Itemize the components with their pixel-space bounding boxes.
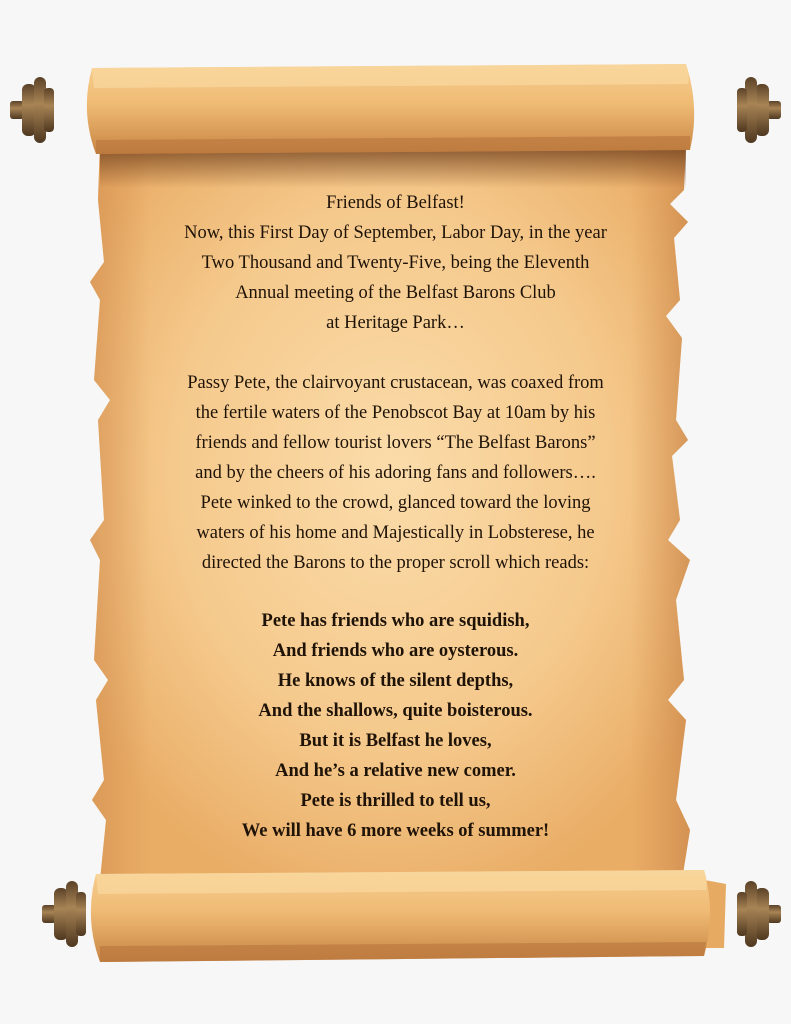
story-line: and by the cheers of his adoring fans and followers…. [195,463,596,483]
poem-line: And he’s a relative new comer. [275,761,516,781]
proclamation-poem [118,606,673,846]
story-line: waters of his home and Majestically in Lobsterese, he [196,523,595,543]
intro-line: Now, this First Day of September, Labor Day, in the year [184,223,607,243]
story-line: Passy Pete, the clairvoyant crustacean, was coaxed from [187,373,604,393]
poem-line: We will have 6 more weeks of summer! [241,821,550,841]
intro-line: at Heritage Park… [326,313,465,333]
story-line: Pete winked to the crowd, glanced toward the loving [200,493,591,513]
poem-line: Pete is thrilled to tell us, [300,791,491,811]
poem-line: But it is Belfast he loves, [299,731,492,751]
story-line: friends and fellow tourist lovers “The Belfast Barons” [195,433,596,453]
proclamation [118,188,673,846]
poem-line: And the shallows, quite boisterous. [258,701,533,721]
intro-line: Friends of Belfast! [326,193,465,213]
story-line: directed the Barons to the proper scroll which reads: [201,553,590,573]
poem-line: And friends who are oysterous. [272,641,519,661]
intro-line: Two Thousand and Twenty-Five, being the Eleventh [201,253,590,273]
intro-line: Annual meeting of the Belfast Barons Club [235,283,556,303]
proclamation-intro [118,188,673,338]
proclamation-story [118,368,673,578]
poem-line: Pete has friends who are squidish, [261,611,530,631]
story-line: the fertile waters of the Penobscot Bay at 10am by his [195,403,596,423]
poem-line: He knows of the silent depths, [277,671,514,691]
